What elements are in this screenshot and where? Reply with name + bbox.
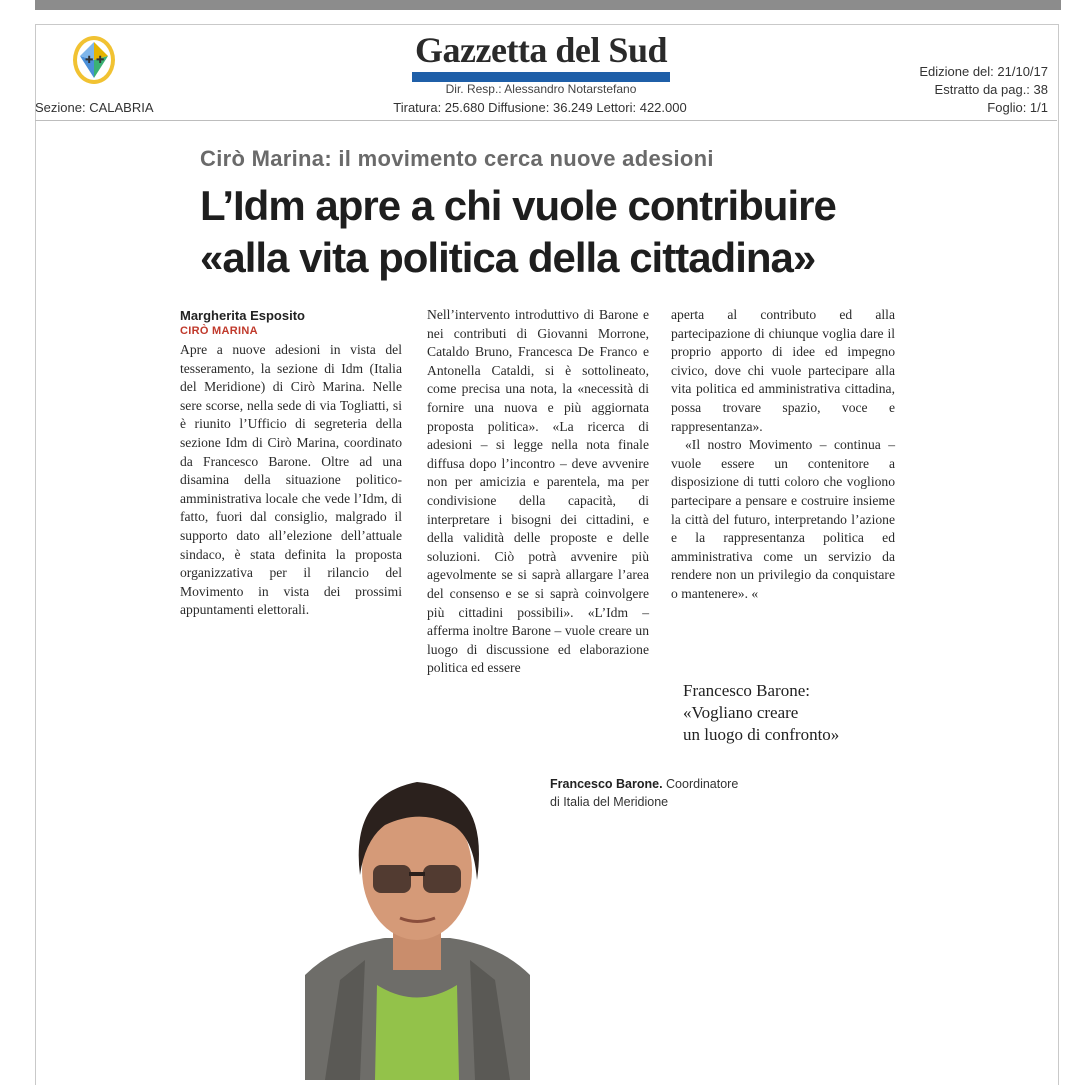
author-byline: Margherita Esposito (180, 308, 305, 323)
portrait-photo (305, 770, 530, 1080)
svg-text:✚: ✚ (96, 55, 105, 66)
article-kicker: Cirò Marina: il movimento cerca nuove adesioni (200, 146, 714, 171)
section-label: Sezione: CALABRIA (35, 100, 154, 115)
article-column-2: Nell’intervento introduttivo di Barone e nei contributi di Giovanni Morrone, Cataldo Bruno, Francesca De Franco e Antonella Cataldi, si è sottolineato, come precisa una nota, la «necessità di fornire una nuova e più aggiornata proposta politica». «La ricerca di adesioni – si legge nella nota finale diffusa dopo l’incontro – deve avvenire non per amicizia e parentela, ma per condivisione della capacità, di interpretare i bisogni dei cittadini, e della validità delle proposte e delle soluzioni. Ciò potrà avvenire più agevolmente se si saprà allargare l’area del consenso e se si saprà coinvolgere più cittadini possibili». «L’Idm – afferma inoltre Barone – vuole creare un luogo di discussione ed elaborazione politica ed essere (427, 307, 649, 676)
photo-caption (550, 775, 738, 811)
pull-quote-name: Francesco Barone: (683, 681, 810, 700)
top-gray-bar (35, 0, 1061, 10)
svg-text:✚: ✚ (85, 55, 94, 66)
page-extract: Estratto da pag.: 38 (934, 82, 1048, 97)
masthead-band (412, 72, 670, 82)
dateline: CIRÒ MARINA (180, 325, 258, 337)
caption-line-2: di Italia del Meridione (550, 795, 669, 809)
header-divider (35, 120, 1057, 121)
caption-role: Coordinatore (666, 777, 739, 791)
headline-line-1: L’Idm apre a chi vuole contribuire (200, 182, 836, 229)
edition-meta (919, 63, 1048, 117)
column-3-paragraph-2: «Il nostro Movimento – continua – vuole essere un contenitore a disposizione di tutti coloro che vogliono partecipare a pensare e costruire insieme la città del futuro, interpretando l’azione e la rappresentanza politica ed amministrativa come un servizio da rendere non un privilegio da conquistare o mantenere». « (671, 437, 895, 601)
headline-line-2: «alla vita politica della cittadina» (200, 234, 816, 281)
article-headline (200, 180, 920, 284)
column-3-paragraph-1: aperta al contributo ed alla partecipazione di chiunque voglia dare il proprio apporto di idee ed impegno civico, dove chi vuole partecipare alla vita politica ed amministrativa cittadina, possa trovare spazio, voce e rappresentanza». (671, 307, 895, 434)
sheet-number: Foglio: 1/1 (987, 100, 1048, 115)
pull-quote-line-1: «Vogliano creare (683, 703, 799, 722)
article-column-1: Apre a nuove adesioni in vista del tesseramento, la sezione di Idm (Italia del Meridione) di Cirò Marina. Nelle sere scorse, nella sede di via Togliatti, si è riunito l’Ufficio di segreteria della sezione Idm di Cirò Marina, coordinato da Francesco Barone. Oltre ad una disamina della situazione politico-amministrativa locale che vede l’Idm, di fatto, fuori dal consiglio, malgrado il supporto dato all’elezione dell’attuale sindaco, è stata definita la proposta organizzativa per il rilancio del Movimento in vista dei prossimi appuntamenti elettorali. (180, 342, 402, 618)
director-line: Dir. Resp.: Alessandro Notarstefano (445, 82, 637, 96)
article-column-3 (671, 306, 895, 604)
regione-calabria-logo-icon (70, 34, 118, 86)
pull-quote-line-2: un luogo di confronto» (683, 725, 840, 744)
circulation-stats: Tiratura: 25.680 Diffusione: 36.249 Lettori: 422.000 (393, 100, 687, 115)
caption-name: Francesco Barone. (550, 777, 663, 791)
newspaper-masthead: Gazzetta del Sud (415, 30, 667, 70)
pull-quote (683, 680, 923, 746)
edition-date: Edizione del: 21/10/17 (919, 64, 1048, 79)
